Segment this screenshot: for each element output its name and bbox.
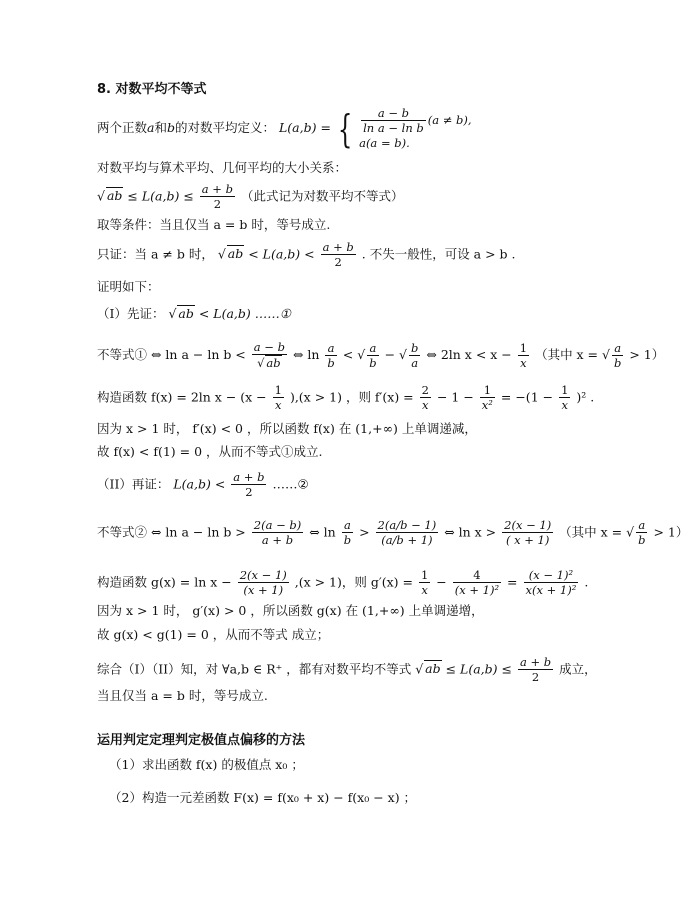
ineq1-sqrt2-den: a [411,355,419,370]
construct-f-p1: 构造函数 f(x) = 2ln x − (x − [97,389,267,405]
main-fraction [200,182,235,212]
ineq2-frac2-num: a [342,518,353,533]
construct-g-frac3 [453,568,501,598]
summary-fraction [518,655,553,685]
proof-start: 证明如下： [97,279,160,294]
ineq1-sqrt2 [409,341,420,371]
prove-prefix: 只证：当 a ≠ b 时， [97,246,214,262]
definition-line [97,106,472,151]
construct-g-p2: ,(x > 1)，则 g′(x) = [294,574,413,590]
ineq2-frac2 [342,518,353,548]
ineq2-frac4-den: ( x + 1) [505,533,550,548]
construct-f-frac2-num: 2 [421,383,429,397]
ineq1-frac2-num: a [325,341,336,356]
summary-line [97,655,597,685]
construct-g-frac2-den: x [421,583,428,598]
summary-denominator: 2 [531,670,540,685]
section-title: 8. 对数平均不等式 [97,82,207,97]
monotonic-f: 因为 x > 1 时， f′(x) < 0 ，所以函数 f(x) 在 (1,+∞) 上单调递减， [97,421,477,436]
construct-g-p5: . [584,574,589,590]
ineq1-sqrt2-num: b [411,340,419,355]
construct-g-p3: − [436,574,447,590]
inequality2-line [97,518,688,548]
ineq2-p1: 不等式② ⇔ ln a − ln b > [97,524,246,540]
step1-sqrt-arg: ab [178,306,194,321]
construct-f-frac4-num: 1 [561,383,569,397]
step2-p1: L(a,b) < [173,476,226,492]
step1-rest: < L(a,b) ……① [198,306,291,321]
prove-middle: < L(a,b) < [248,246,315,262]
ineq1-frac1 [252,340,287,371]
step1-line [97,305,291,321]
ineq1-p6: （其中 x = [535,346,599,362]
ineq1-frac1-num: a − b [253,340,285,354]
ineq1-frac3-den: x [520,355,527,370]
ineq2-frac3 [376,518,439,548]
ineq1-frac2 [325,341,336,371]
construct-f-frac1 [273,383,284,413]
equality-condition: 取等条件：当且仅当 a = b 时，等号成立. [97,217,331,232]
method-step-1: （1）求出函数 f(x) 的极值点 x₀ ； [109,757,304,772]
step2-fraction [231,470,266,500]
summary-sqrt-arg: ab [425,661,441,677]
step2-p2: ……② [272,476,309,492]
ineq1-p7: > 1） [629,346,665,362]
construct-f-frac3-num: 1 [480,383,495,398]
ineq2-sqrt-den: b [638,533,646,548]
construct-f-frac3-den: x² [481,398,493,413]
ineq1-frac1-den [252,355,287,370]
step2-label: （II）再证： [97,476,170,492]
definition-intro: 两个正数 [97,120,148,136]
conclusion-g: 故 g(x) < g(1) = 0 ，从而不等式 成立； [97,627,330,642]
ineq2-frac3-den: (a/b + 1) [381,533,433,548]
ineq1-sqrt3-den: b [614,355,622,370]
step2-line [97,470,309,500]
construct-f-frac4-den: x [561,398,568,413]
ineq2-frac1-num: 2(a − b) [253,518,302,532]
sqrt-icon: √ [357,346,366,362]
inequality1-line [97,340,664,371]
ineq1-p4: − [384,346,396,362]
main-numerator: a + b [201,182,233,196]
case2: a(a = b). [359,135,410,150]
definition-cases [359,106,471,151]
ineq2-p5: （其中 x = [559,524,623,540]
ineq1-p5: ⇔ 2ln x < x − [426,346,512,362]
var-b: b [166,120,175,136]
left-brace: { [337,106,353,151]
ineq1-frac3 [518,341,529,371]
prove-suffix: . 不失一般性，可设 a > b . [361,246,516,262]
monotonic-g: 因为 x > 1 时， g′(x) > 0 ，所以函数 g(x) 在 (1,+∞) 上单调递增， [97,603,484,618]
main-middle: ≤ L(a,b) ≤ [127,188,194,204]
ineq2-frac3-num: 2(a/b − 1) [377,518,437,532]
main-inequality [97,182,403,212]
main-denominator: 2 [213,197,222,212]
ineq2-frac2-den: b [343,533,352,548]
ineq1-sqrt3 [612,341,623,371]
construct-f-frac2-den: x [422,398,429,413]
sqrt-icon: √ [399,346,408,362]
prove-fraction [321,240,356,270]
construct-g-frac1-num: 2(x − 1) [239,568,287,582]
construct-g-p1: 构造函数 g(x) = ln x − [97,574,232,590]
sqrt-icon: √ [97,188,105,204]
construct-f-p3: − 1 − [436,389,474,405]
ineq2-frac1-den: a + b [261,533,294,548]
case1-condition: (a ≠ b), [427,112,472,127]
main-note: （此式记为对数平均不等式） [240,188,404,204]
construct-g-frac4-num: (x − 1)² [524,568,579,583]
case1-fraction [361,106,426,136]
sqrt-icon: √ [168,306,177,321]
prove-denominator: 2 [334,255,342,270]
sqrt-icon: √ [626,524,635,540]
main-sqrt-arg: ab [106,188,123,204]
prove-numerator: a + b [322,240,354,254]
conclusion-f: 故 f(x) < f(1) = 0 ，从而不等式①成立. [97,444,323,459]
sqrt-icon: √ [602,346,610,362]
sqrt-icon: √ [257,356,265,371]
definition-lhs: L(a,b) = [279,120,331,136]
prove-line [97,240,516,270]
construct-g-line [97,568,588,598]
construct-f-p4: = −(1 − [500,389,554,405]
summary-numerator: a + b [519,655,552,669]
summary-equality: 当且仅当 a = b 时，等号成立. [97,688,268,703]
construct-g-p4: = [507,574,518,590]
step1-label: （I）先证： [97,306,165,321]
construct-g-frac2-num: 1 [420,568,429,582]
ineq1-sqrt1-den: b [369,355,377,370]
section2-title: 运用判定定理判定极值点偏移的方法 [97,733,306,748]
ineq1-frac1-den-sqrt: ab [266,356,281,371]
case1-denominator: ln a − ln b [363,121,424,136]
construct-f-p5: )² . [576,389,595,405]
construct-f-frac3 [480,383,495,413]
ineq1-sqrt1 [367,341,378,371]
ineq1-p3: < [342,346,354,362]
ineq2-p6: > 1） [653,524,688,540]
summary-p1: 综合（I）（II）知，对 ∀a,b ∈ R⁺ ，都有对数平均不等式 [97,661,412,677]
ineq2-frac1 [252,518,303,548]
ineq2-frac4-num: 2(x − 1) [504,518,552,532]
ineq2-p3: > [359,524,370,540]
construct-f-line [97,383,594,413]
construct-f-frac1-den: x [275,398,282,413]
construct-f-frac2 [420,383,431,413]
construct-f-frac1-num: 1 [274,383,282,397]
sqrt-icon: √ [217,246,226,262]
construct-g-frac4 [524,568,579,598]
summary-p3: 成立， [559,661,597,677]
step2-numerator: a + b [233,470,265,484]
ineq2-p4: ⇔ ln x > [444,524,497,540]
construct-g-frac3-num: 4 [453,568,501,583]
method-step-2: （2）构造一元差函数 F(x) = f(x₀ + x) − f(x₀ − x) ； [109,790,417,805]
construct-g-frac2 [419,568,430,598]
ineq1-p2: ⇔ ln [292,346,320,362]
case1-numerator: a − b [361,106,426,121]
ineq2-sqrt-num: a [636,518,647,533]
construct-g-frac1 [238,568,289,598]
construct-g-frac1-den: (x + 1) [243,583,284,598]
ineq1-frac3-num: 1 [519,340,528,355]
relation-text: 对数平均与算术平均、几何平均的大小关系： [97,160,348,175]
prove-sqrt-arg: ab [227,246,244,262]
construct-f-p2: ),(x > 1) ，则 f′(x) = [289,389,414,405]
ineq2-p2: ⇔ ln [309,524,336,540]
sqrt-icon: √ [415,661,424,677]
construct-g-frac4-den: x(x + 1)² [525,583,577,598]
ineq1-p1: 不等式① ⇔ ln a − ln b < [97,346,246,362]
ineq2-sqrt [636,518,647,548]
construct-f-frac4 [559,383,570,413]
ineq1-frac2-den: b [327,355,335,370]
construct-g-frac3-den: (x + 1)² [454,583,500,598]
definition-text: 的对数平均定义： [175,120,276,136]
step2-denominator: 2 [245,485,253,500]
definition-and: 和 [154,120,167,136]
var-a: a [147,120,155,136]
ineq2-frac4 [502,518,553,548]
ineq1-sqrt1-num: a [367,341,378,356]
ineq1-sqrt3-num: a [612,341,623,356]
summary-p2: ≤ L(a,b) ≤ [445,661,512,677]
